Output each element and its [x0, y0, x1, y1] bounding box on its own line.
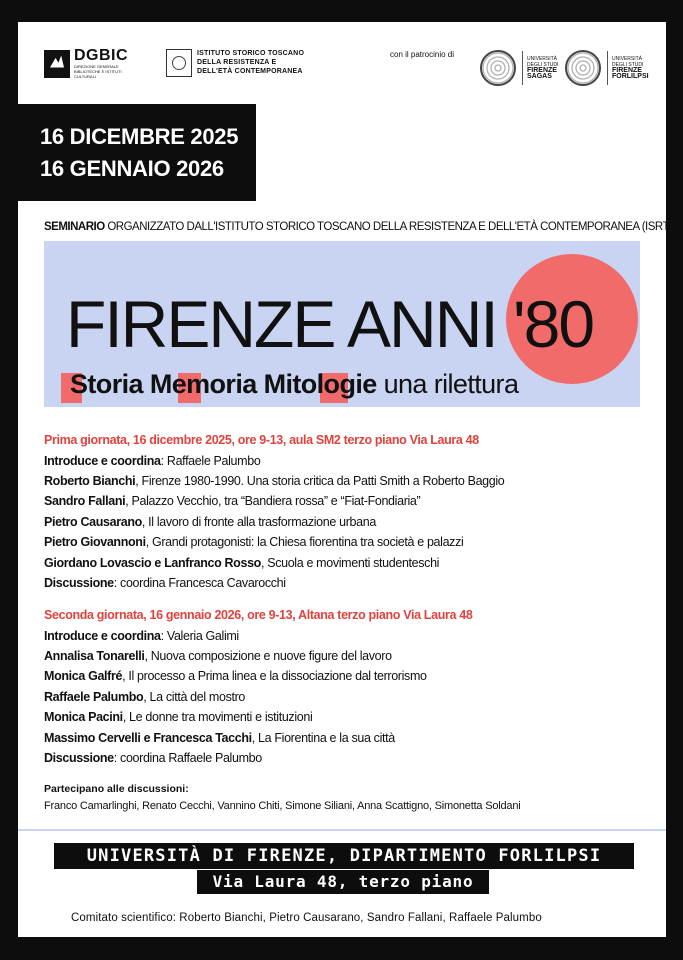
uni-word: UNIVERSITÀ: [612, 56, 643, 62]
unifi-forlilpsi-logo: [565, 50, 649, 86]
uni-word: DEGLI STUDI: [612, 62, 644, 68]
unifi-seal-icon: [565, 50, 601, 86]
isrt-logo: [166, 49, 347, 77]
talk-title: , Le donne tra movimenti e istituzioni: [122, 710, 313, 724]
day2-item: [44, 668, 427, 684]
date-line: 16 DICEMBRE 2025: [40, 124, 239, 149]
day1-heading: Prima giornata, 16 dicembre 2025, ore 9-13, aula SM2 terzo piano Via Laura 48: [44, 433, 479, 447]
day2-item: [44, 730, 395, 746]
date-line: 16 GENNAIO 2026: [40, 156, 224, 181]
partecipano-heading: Partecipano alle discussioni:: [44, 783, 189, 795]
talk-title: , Grandi protagonisti: la Chiesa fiorentina tra società e palazzi: [145, 535, 464, 549]
talk-title: , Scuola e movimenti studenteschi: [260, 556, 440, 570]
speaker-name: Pietro Giovannoni: [44, 535, 146, 549]
dgbic-name: DGBIC: [74, 47, 129, 64]
dgbic-logo: [44, 48, 144, 79]
subtitle-word: Memoria: [149, 369, 257, 399]
talk-title: , Firenze 1980-1990. Una storia critica da Patti Smith a Roberto Baggio: [135, 474, 505, 488]
dgbic-subtitle: DIREZIONE GENERALE BIBLIOTECHE E ISTITUTI CULTURALI: [74, 64, 122, 79]
day2-discussion: [44, 750, 262, 766]
uni-word: DEGLI STUDI: [527, 62, 559, 68]
speaker-name: Discussione: [44, 751, 114, 765]
day1-item: [44, 555, 439, 571]
talk-title: , Palazzo Vecchio, tra “Bandiera rossa” e “Fiat-Fondiaria”: [125, 494, 421, 508]
speaker-name: Annalisa Tonarelli: [44, 649, 145, 663]
header: [18, 22, 666, 102]
talk-title: , Nuova composizione e nuove figure del lavoro: [144, 649, 392, 663]
day2-item: [44, 709, 312, 725]
talk-title: , Il processo a Prima linea e la dissociazione dal terrorismo: [122, 669, 427, 683]
patrocinio-label: con il patrocinio di: [390, 50, 455, 59]
speaker-name: Introduce e coordina: [44, 629, 161, 643]
seminario-line: [44, 221, 672, 233]
seminario-rest: ORGANIZZATO DALL'ISTITUTO STORICO TOSCANO DELLA RESISTENZA E DELL'ETÀ CONTEMPORANEA (ISRT): [104, 221, 673, 233]
poster-page: [18, 22, 673, 937]
subtitle: [70, 369, 518, 399]
day2-item: [44, 648, 392, 664]
speaker-name: Sandro Fallani: [44, 494, 126, 508]
speaker-name: Discussione: [44, 576, 114, 590]
talk-title: , La città del mostro: [143, 690, 246, 704]
uni-dept: SAGAS: [527, 73, 552, 80]
day1-discussion: [44, 575, 286, 591]
dgbic-mark-icon: [44, 50, 70, 78]
talk-title: : Raffaele Palumbo: [160, 454, 261, 468]
speaker-name: Roberto Bianchi: [44, 474, 136, 488]
talk-title: : coordina Raffaele Palumbo: [113, 751, 262, 765]
isrt-line: DELLA RESISTENZA E: [197, 59, 277, 66]
talk-title: , Il lavoro di fronte alla trasformazione urbana: [141, 515, 376, 529]
unifi-seal-icon: [480, 50, 516, 86]
uni-word: FIRENZE: [527, 67, 557, 74]
venue-university: UNIVERSITÀ DI FIRENZE, DIPARTIMENTO FORLILPSI: [54, 843, 634, 869]
day2-heading: Seconda giornata, 16 gennaio 2026, ore 9-13, Altana terzo piano Via Laura 48: [44, 608, 473, 622]
speaker-name: Giordano Lovascio e Lanfranco Rosso: [44, 556, 261, 570]
seminario-lead: SEMINARIO: [44, 221, 105, 233]
day2-item: [44, 628, 239, 644]
uni-word: UNIVERSITÀ: [527, 56, 558, 62]
comitato-scientifico: Comitato scientifico: Roberto Bianchi, Pietro Causarano, Sandro Fallani, Raffaele Palumbo: [71, 912, 542, 924]
main-title: FIRENZE ANNI '80: [66, 287, 594, 361]
divider: [18, 829, 666, 831]
subtitle-word: Storia: [70, 369, 143, 399]
date-box: [18, 104, 256, 201]
day1-item: [44, 473, 504, 489]
speaker-name: Introduce e coordina: [44, 454, 161, 468]
talk-title: : Valeria Galimi: [160, 629, 239, 643]
day2-item: [44, 689, 245, 705]
unifi-sagas-logo: [480, 50, 558, 86]
uni-dept: FORLILPSI: [612, 73, 649, 80]
day1-item: [44, 453, 260, 469]
talk-title: , La Fiorentina e la sua città: [251, 731, 395, 745]
partecipano-names: Franco Camarlinghi, Renato Cecchi, Vannino Chiti, Simone Siliani, Anna Scattigno, Simonetta Soldani: [44, 800, 521, 812]
talk-title: : coordina Francesca Cavarocchi: [113, 576, 286, 590]
speaker-name: Pietro Causarano: [44, 515, 142, 529]
speaker-name: Monica Pacini: [44, 710, 123, 724]
day1-item: [44, 493, 420, 509]
venue-address: Via Laura 48, terzo piano: [197, 870, 489, 894]
day1-item: [44, 534, 463, 550]
subtitle-tail: una rilettura: [383, 369, 519, 399]
subtitle-word: Mitologie: [263, 369, 377, 399]
speaker-name: Monica Galfré: [44, 669, 123, 683]
speaker-name: Massimo Cervelli e Francesca Tacchi: [44, 731, 252, 745]
isrt-seal-icon: [166, 49, 192, 77]
isrt-line: DELL'ETÀ CONTEMPORANEA: [197, 68, 303, 75]
isrt-line: ISTITUTO STORICO TOSCANO: [197, 50, 305, 57]
uni-word: FIRENZE: [612, 67, 642, 74]
speaker-name: Raffaele Palumbo: [44, 690, 144, 704]
day1-item: [44, 514, 376, 530]
title-banner: [44, 241, 640, 407]
